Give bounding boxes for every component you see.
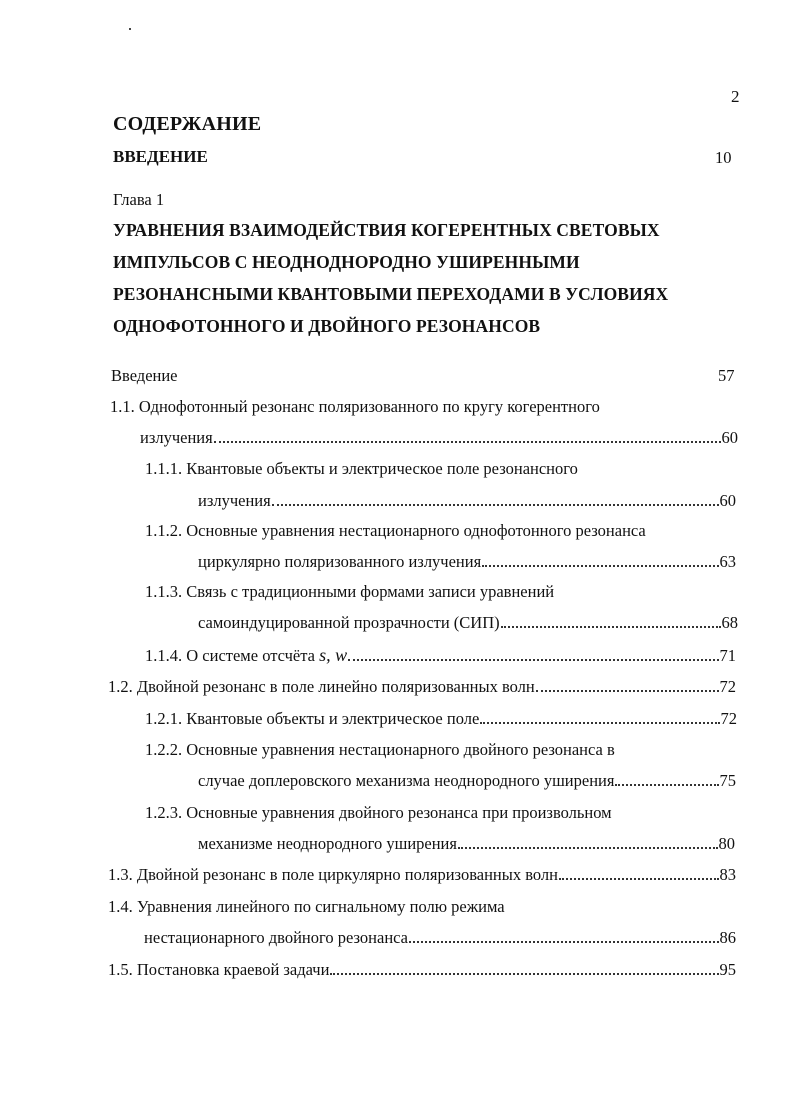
toc-entry-page: 63 — [719, 552, 736, 571]
toc-entry-page: 60 — [719, 491, 736, 510]
toc-entry — [144, 928, 736, 948]
page-title: СОДЕРЖАНИЕ — [113, 113, 262, 135]
toc-entry-text: 1.2.1. Квантовые объекты и электрическое поле — [145, 709, 480, 728]
toc-intro-page: 10 — [715, 148, 732, 167]
toc-entry-page: 72 — [720, 709, 737, 728]
toc-entry-page: 72 — [719, 677, 736, 696]
toc-entry — [198, 834, 735, 854]
dot-leader — [559, 878, 719, 880]
toc-entry-text: 1.3. Двойной резонанс в поле циркулярно поляризованных волн — [108, 865, 558, 884]
toc-entry-page: 68 — [721, 613, 738, 632]
toc-entry-text: 1.1. Однофотонный резонанс поляризованного по кругу когерентного — [110, 397, 600, 416]
toc-entry-page: 83 — [719, 865, 736, 884]
toc-entry-text: 1.1.4. О системе отсчёта — [145, 646, 320, 665]
toc-entry — [198, 771, 736, 791]
math-symbols: s, w — [319, 645, 348, 665]
toc-entry-page: 57 — [718, 366, 735, 385]
page-number: 2 — [731, 87, 740, 106]
toc-entry — [198, 491, 736, 511]
dot-leader — [482, 565, 718, 567]
toc-entry-text: нестационарного двойного резонанса — [144, 928, 408, 947]
chapter-title-line: УРАВНЕНИЯ ВЗАИМОДЕЙСТВИЯ КОГЕРЕНТНЫХ СВЕТОВЫХ — [113, 220, 660, 240]
toc-entry-page: 71 — [719, 646, 736, 665]
toc-entry-text: излучения — [140, 428, 213, 447]
toc-entry — [140, 428, 738, 448]
dot-leader — [536, 690, 719, 692]
chapter-title-line: РЕЗОНАНСНЫМИ КВАНТОВЫМИ ПЕРЕХОДАМИ В УСЛОВИЯХ — [113, 284, 669, 304]
chapter-label: Глава 1 — [113, 190, 165, 209]
toc-entry-text: 1.1.1. Квантовые объекты и электрическое поле резонансного — [145, 459, 578, 478]
toc-entry — [108, 960, 736, 980]
toc-entry — [108, 865, 736, 885]
dot-leader — [480, 722, 719, 724]
dot-leader — [615, 784, 718, 786]
toc-entry-text: 1.2.2. Основные уравнения нестационарного двойного резонанса в — [145, 740, 615, 759]
toc-entry-text: Введение — [111, 366, 178, 385]
toc-entry-text: механизме неоднородного уширения — [198, 834, 457, 853]
dot-leader — [348, 659, 718, 661]
dot-leader — [458, 847, 718, 849]
dot-leader — [330, 973, 718, 975]
toc-entry-text: 1.1.3. Связь с традиционными формами записи уравнений — [145, 582, 555, 601]
toc-entry-page: 75 — [719, 771, 736, 790]
toc-entry-text: 1.4. Уравнения линейного по сигнальному полю режима — [108, 897, 505, 916]
toc-entry-text: 1.5. Постановка краевой задачи — [108, 960, 330, 979]
toc-entry-text: 1.1.2. Основные уравнения нестационарного однофотонного резонанса — [145, 521, 646, 540]
toc-entry-text: циркулярно поляризованного излучения — [198, 552, 482, 571]
toc-entry — [145, 709, 737, 729]
toc-entry — [145, 645, 736, 666]
toc-intro-label: ВВЕДЕНИЕ — [113, 147, 208, 166]
toc-entry — [108, 677, 736, 697]
toc-entry — [198, 613, 738, 633]
dot-leader — [501, 626, 721, 628]
toc-entry-text: 1.2.3. Основные уравнения двойного резонанса при произвольном — [145, 803, 612, 822]
scan-speck — [129, 28, 131, 30]
toc-entry-text: излучения — [198, 491, 271, 510]
toc-entry-text: случае доплеровского механизма неоднородного уширения — [198, 771, 615, 790]
dot-leader — [409, 941, 719, 943]
dot-leader — [214, 441, 721, 443]
toc-entry — [198, 552, 736, 572]
dot-leader — [272, 504, 719, 506]
toc-entry-page: 80 — [718, 834, 735, 853]
chapter-title-line: ИМПУЛЬСОВ С НЕОДНОДНОРОДНО УШИРЕННЫМИ — [113, 252, 580, 272]
chapter-title-line: ОДНОФОТОННОГО И ДВОЙНОГО РЕЗОНАНСОВ — [113, 316, 541, 336]
toc-entry-page: 86 — [719, 928, 736, 947]
toc-entry-page: 60 — [721, 428, 738, 447]
toc-entry-text: самоиндуцированной прозрачности (СИП) — [198, 613, 500, 632]
toc-entry-text: 1.2. Двойной резонанс в поле линейно поляризованных волн — [108, 677, 535, 696]
toc-entry-page: 95 — [719, 960, 736, 979]
